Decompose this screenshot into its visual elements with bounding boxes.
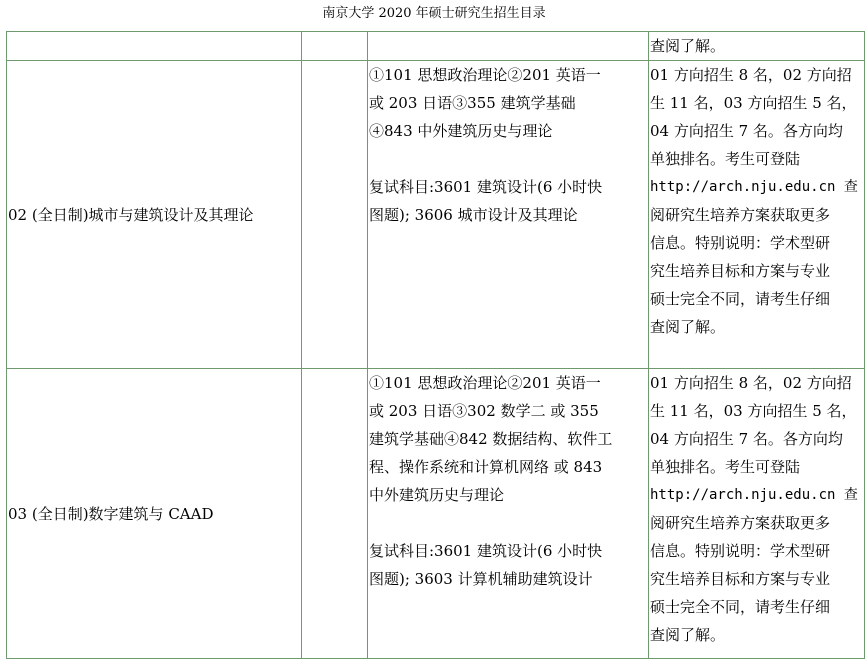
exam-subjects-cell [368, 32, 649, 61]
exam-line: ①101 思想政治理论②201 英语一 [369, 374, 601, 392]
note-line: 04 方向招生 7 名。各方向均 [650, 122, 843, 140]
empty-cell [302, 32, 368, 61]
note-line: 04 方向招生 7 名。各方向均 [650, 430, 843, 448]
note-line: 究生培养目标和方案与专业 [650, 262, 831, 280]
empty-cell [302, 61, 368, 369]
notes-cell [649, 369, 865, 659]
table-row [7, 369, 865, 659]
exam-line: 建筑学基础④842 数据结构、软件工 [369, 430, 613, 448]
note-line: 生 11 名，03 方向招生 5 名， [650, 94, 857, 112]
retest-line: 复试科目:3601 建筑设计(6 小时快 [369, 178, 603, 196]
major-cell [7, 32, 302, 61]
note-line: 查阅了解。 [650, 318, 726, 336]
exam-subjects-cell [368, 61, 649, 369]
note-line: 阅研究生培养方案获取更多 [650, 206, 831, 224]
note-line: 阅研究生培养方案获取更多 [650, 514, 831, 532]
note-line: 生 11 名，03 方向招生 5 名， [650, 402, 857, 420]
exam-line: ④843 中外建筑历史与理论 [369, 122, 553, 140]
admissions-catalog-table [6, 31, 865, 659]
notes-cell [649, 61, 865, 369]
exam-line: 或 203 日语③355 建筑学基础 [369, 94, 576, 112]
retest-line: 图题); 3606 城市设计及其理论 [369, 206, 578, 224]
note-line: 究生培养目标和方案与专业 [650, 570, 831, 588]
retest-line: 复试科目:3601 建筑设计(6 小时快 [369, 542, 603, 560]
exam-line: ①101 思想政治理论②201 英语一 [369, 66, 601, 84]
major-cell: 03 (全日制)数字建筑与 CAAD [7, 369, 302, 659]
exam-line: 中外建筑历史与理论 [369, 486, 505, 504]
exam-subjects-cell [368, 369, 649, 659]
note-line: 单独排名。考生可登陆 [650, 458, 801, 476]
note-line: 单独排名。考生可登陆 [650, 150, 801, 168]
note-line: 查阅了解。 [650, 37, 726, 55]
notes-cell [649, 32, 865, 61]
note-line: 硕士完全不同，请考生仔细 [650, 290, 831, 308]
exam-line: 程、操作系统和计算机网络 或 843 [369, 458, 603, 476]
note-line: 01 方向招生 8 名，02 方向招 [650, 374, 852, 392]
note-line: 信息。特别说明：学术型研 [650, 234, 831, 252]
table-row [7, 61, 865, 369]
note-line: 信息。特别说明：学术型研 [650, 542, 831, 560]
table-row [7, 32, 865, 61]
note-line: 01 方向招生 8 名，02 方向招 [650, 66, 852, 84]
page-title: 南京大学 2020 年硕士研究生招生目录 [322, 6, 546, 21]
note-line: 硕士完全不同，请考生仔细 [650, 598, 831, 616]
empty-cell [302, 369, 368, 659]
spacer [369, 509, 647, 537]
major-cell: 02 (全日制)城市与建筑设计及其理论 [7, 61, 302, 369]
note-line: http://arch.nju.edu.cn 查 [650, 179, 858, 195]
spacer [369, 145, 647, 173]
note-line: http://arch.nju.edu.cn 查 [650, 487, 858, 503]
exam-line: 或 203 日语③302 数学二 或 355 [369, 402, 599, 420]
retest-line: 图题); 3603 计算机辅助建筑设计 [369, 570, 593, 588]
note-line: 查阅了解。 [650, 626, 726, 644]
